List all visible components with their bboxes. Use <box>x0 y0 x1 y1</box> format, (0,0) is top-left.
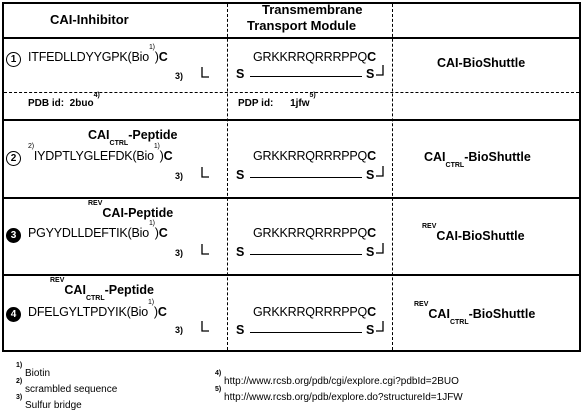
row-2-result-post: -BioShuttle <box>464 150 531 164</box>
pdb-left <box>28 92 100 109</box>
row-3-sequence-text: PGYYDLLDEFTIK(Bio <box>28 226 149 240</box>
row-4-label-pre: CAI <box>64 283 86 297</box>
table-border-right <box>579 2 581 352</box>
row-3-result <box>422 223 525 243</box>
row-4-module <box>253 305 376 319</box>
row-1-seq-sup: 1) <box>148 44 155 51</box>
row-4-module-text: GRKKRRQRRRPPQ <box>253 305 368 319</box>
row-3-module <box>253 226 376 240</box>
row-3-bridge-note-text: 3) <box>175 248 184 258</box>
row-2-s-line <box>250 177 362 178</box>
row-1-number <box>6 49 21 67</box>
row-1-sequence-text: ITFEDLLDYYGPK(Bio <box>28 50 149 64</box>
row-1-result: CAI-BioShuttle <box>437 56 526 70</box>
row-4-result-sup: REV <box>414 301 429 308</box>
footnote-4-num: 4) <box>215 370 222 377</box>
row-2-bridge-mark <box>200 166 210 180</box>
row-2-seq-tail: ) <box>159 149 164 163</box>
row-3-label-post: CAI-Peptide <box>102 206 174 220</box>
row-4-label <box>50 277 154 302</box>
footnote-3-text: Sulfur bridge <box>25 400 82 411</box>
row-3-result-post: CAI-BioShuttle <box>436 229 525 243</box>
row-2-sequence-text: IYDPTLYGLEFDK(Bio <box>33 149 154 163</box>
row-4-s-left: S <box>236 323 245 337</box>
row-2-seq-pre-sup: 2) <box>28 143 34 150</box>
pdb-right-label: PDP id: <box>238 98 274 109</box>
footnote-3-num: 3) <box>16 394 23 401</box>
column-divider-1 <box>227 4 228 350</box>
row-1-bridge-note <box>175 71 183 81</box>
row-2-result-sub: CTRL <box>445 162 465 169</box>
row-4-module-c: C <box>367 305 376 319</box>
row-3-label-sup: REV <box>88 200 103 207</box>
row-2-number <box>6 148 21 166</box>
row-3-result-sup: REV <box>422 223 437 230</box>
row-3-sequence <box>28 220 168 240</box>
row-4-bridge-note-text: 3) <box>175 325 184 335</box>
row-1-module-c: C <box>367 50 376 64</box>
column-divider-2 <box>392 4 393 350</box>
pdb-right <box>238 92 316 109</box>
row-2-s-right-bracket <box>375 165 385 179</box>
row-4-s-right: S <box>366 323 375 337</box>
footnote-2 <box>16 378 118 395</box>
row-4-label-sup: REV <box>50 277 65 284</box>
footnote-2-text: scrambled sequence <box>25 384 118 395</box>
row-3-module-text: GRKKRRQRRRPPQ <box>253 226 368 240</box>
row-2-bridge-note-text: 3) <box>175 171 184 181</box>
row-4-number <box>6 304 21 322</box>
footnote-3 <box>16 394 82 411</box>
row-separator-3 <box>2 274 581 276</box>
row-3-s-line <box>250 254 362 255</box>
row-3-number-badge: 3 <box>6 228 21 243</box>
row-3-bridge-mark <box>200 243 210 257</box>
row-2-s-right: S <box>366 168 375 182</box>
header-transmembrane: Transmembrane <box>262 2 363 17</box>
row-3-label <box>88 200 174 220</box>
row-1-bridge-note-text: 3) <box>175 71 184 81</box>
row-2-label-sub: CTRL <box>109 140 129 147</box>
row-3-s-right: S <box>366 245 375 259</box>
row-3-module-c: C <box>367 226 376 240</box>
header-transport-module: Transport Module <box>247 18 357 33</box>
row-2-label-post: -Peptide <box>128 128 178 142</box>
row-4-result-pre: CAI <box>428 307 450 321</box>
footnote-5-text: http://www.rcsb.org/pdb/explore.do?structureId=1JFW <box>224 392 463 403</box>
pdb-left-sup: 4) <box>93 92 100 99</box>
row-2-bridge-note <box>175 171 183 181</box>
row-4-label-sub: CTRL <box>85 295 105 302</box>
row-4-label-post: -Peptide <box>104 283 154 297</box>
header-cai-inhibitor: CAI-Inhibitor <box>50 12 129 27</box>
footnote-1-text: Biotin <box>25 368 51 379</box>
pdb-left-label: PDB id: <box>28 98 65 109</box>
row-1-seq-tail: ) <box>154 50 159 64</box>
row-4-bridge-note <box>175 325 183 335</box>
row-2-seq-c: C <box>163 149 173 163</box>
pdb-dashed-separator <box>4 92 579 93</box>
header-separator <box>2 37 581 39</box>
row-2-result-pre: CAI <box>424 150 446 164</box>
row-4-seq-tail: ) <box>153 305 158 319</box>
row-3-s-left: S <box>236 245 245 259</box>
pdb-left-value: 2buo <box>69 98 94 109</box>
footnote-5-num: 5) <box>215 386 222 393</box>
row-1-s-left: S <box>236 67 245 81</box>
row-2-s-left: S <box>236 168 245 182</box>
row-2-number-badge: 2 <box>6 151 21 166</box>
row-4-s-right-bracket <box>375 320 385 334</box>
pdb-right-value: 1jfw <box>290 98 310 109</box>
row-4-sequence <box>28 299 167 319</box>
row-4-result <box>414 301 536 326</box>
footnote-4 <box>215 370 459 387</box>
row-2-result <box>424 150 531 169</box>
row-2-module <box>253 149 376 163</box>
row-4-bridge-mark <box>200 320 210 334</box>
footnote-4-text: http://www.rcsb.org/pdb/cgi/explore.cgi?pdbId=2BUO <box>224 376 459 387</box>
row-3-number <box>6 225 21 243</box>
row-1-module <box>253 50 376 64</box>
row-4-sequence-text: DFELGYLTPDYIK(Bio <box>28 305 149 319</box>
row-1-s-right-bracket <box>375 64 385 78</box>
row-4-seq-c: C <box>157 305 167 319</box>
row-1-seq-c: C <box>158 50 168 64</box>
row-4-result-post: -BioShuttle <box>468 307 536 321</box>
row-separator-1 <box>2 119 581 121</box>
row-2-label-pre: CAI <box>88 128 110 142</box>
row-2-module-text: GRKKRRQRRRPPQ <box>253 149 368 163</box>
row-3-s-right-bracket <box>375 242 385 256</box>
row-3-bridge-note <box>175 248 183 258</box>
pdb-right-sup: 5) <box>309 92 316 99</box>
row-2-seq-sup: 1) <box>153 143 160 150</box>
row-4-seq-sup: 1) <box>148 299 154 306</box>
row-3-seq-tail: ) <box>154 226 159 240</box>
row-1-s-right: S <box>366 67 375 81</box>
table-border-left <box>2 2 4 352</box>
row-1-number-badge: 1 <box>6 52 21 67</box>
row-4-s-line <box>250 332 362 333</box>
footnote-2-num: 2) <box>16 378 23 385</box>
row-3-seq-c: C <box>158 226 168 240</box>
footnote-1-num: 1) <box>16 362 23 369</box>
row-separator-2 <box>2 197 581 199</box>
row-3-seq-sup: 1) <box>148 220 155 227</box>
row-1-bridge-mark <box>200 66 210 80</box>
row-1-s-line <box>250 76 362 77</box>
row-4-result-sub: CTRL <box>449 319 469 326</box>
footnote-5 <box>215 386 463 403</box>
table-border-bottom <box>2 350 581 352</box>
row-4-number-badge: 4 <box>6 307 21 322</box>
row-2-module-c: C <box>367 149 376 163</box>
row-2-label <box>88 128 178 147</box>
row-1-module-text: GRKKRRQRRRPPQ <box>253 50 368 64</box>
row-1-sequence <box>28 44 168 64</box>
